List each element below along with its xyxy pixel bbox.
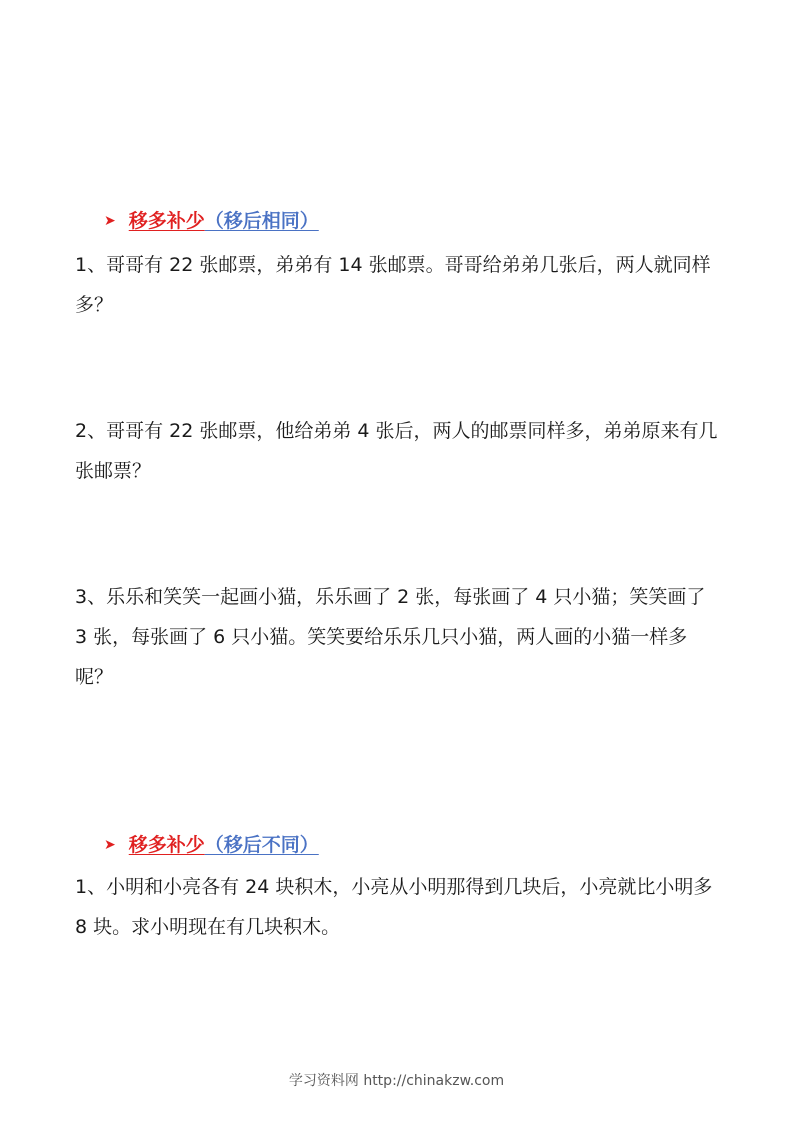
footer-watermark: 学习资料网 http://chinakzw.com	[288, 1073, 505, 1089]
question-1-2: 2、哥哥有 22 张邮票，他给弟弟 4 张后，两人的邮票同样多，弟弟原来有几张邮票？	[75, 420, 718, 482]
section-title-main: 移多补少	[128, 834, 205, 856]
section-title-sub: （移后相同）	[204, 210, 319, 232]
arrow-bullet-icon: ➤	[104, 213, 116, 229]
question-1-1: 1、哥哥有 22 张邮票，弟弟有 14 张邮票。哥哥给弟弟几张后，两人就同样多？	[75, 254, 711, 316]
question-1-3: 3、乐乐和笑笑一起画小猫，乐乐画了 2 张，每张画了 4 只小猫；笑笑画了 3 张，每张画了 6 只小猫。笑笑要给乐乐几只小猫，两人画的小猫一样多呢？	[75, 586, 706, 688]
question-2-1: 1、小明和小亮各有 24 块积木，小亮从小明那得到几块后，小亮就比小明多 8 块。求小明现在有几块积木。	[75, 876, 713, 938]
section-heading-2	[104, 832, 319, 858]
section-heading-1	[104, 208, 319, 234]
arrow-bullet-icon: ➤	[104, 837, 116, 853]
section-title-main: 移多补少	[128, 210, 205, 232]
section-title-sub: （移后不同）	[204, 834, 319, 856]
